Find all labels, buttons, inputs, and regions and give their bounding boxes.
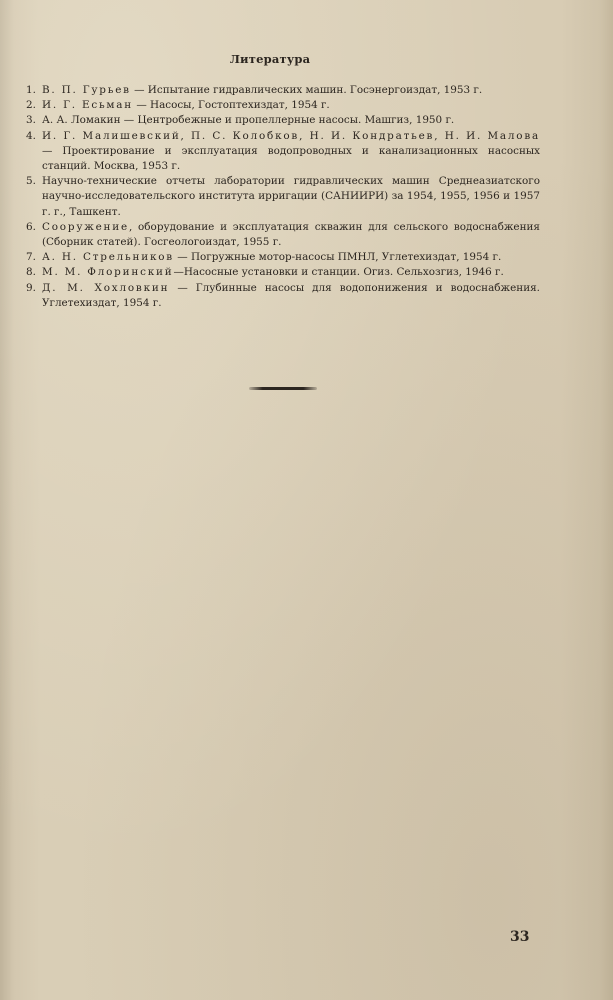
reference-text: [42, 98, 540, 113]
reference-text: [42, 174, 540, 220]
reference-text: [42, 265, 540, 280]
section-divider: [249, 387, 317, 390]
reference-list: [26, 83, 540, 311]
reference-number: 3.: [26, 114, 36, 127]
page-number: 33: [510, 929, 530, 945]
reference-number: 1.: [26, 84, 36, 96]
reference-number: 7.: [26, 251, 36, 264]
reference-details: — Насосы, Гостоптехиздат, 1954 г.: [133, 99, 330, 112]
page-heading: Литература: [229, 52, 311, 66]
reference-text: [42, 113, 540, 128]
reference-author: А. Н. Стрельников: [42, 251, 174, 264]
reference-details: А. А. Ломакин — Центробежные и пропеллерные насосы. Машгиз, 1950 г.: [42, 114, 455, 127]
reference-item: [26, 113, 540, 128]
reference-number: 9.: [26, 281, 36, 294]
reference-text: [42, 129, 540, 175]
reference-number: 8.: [26, 266, 36, 279]
reference-item: [26, 250, 540, 265]
reference-details: — Погружные мотор-насосы ПМНЛ, Углетехиздат, 1954 г.: [173, 251, 502, 264]
reference-text: [42, 83, 540, 98]
reference-item: [26, 129, 540, 175]
reference-details: — Проектирование и эксплуатация водопроводных и канализационных насосных станций. Москва, 1953 г.: [42, 144, 540, 173]
reference-item: [26, 98, 540, 113]
reference-text: [42, 220, 540, 250]
reference-details: — Глубинные насосы для водопонижения и водоснабжения. Углетехиздат, 1954 г.: [42, 281, 540, 309]
reference-author: И. Г. Малишевский, П. С. Колобков, Н. И. Кондратьев, Н. И. Малова: [42, 129, 540, 142]
reference-details: , оборудование и эксплуатация скважин для сельского водоснабжения (Сборник статей). Госгеологоиздат, 1955 г.: [42, 220, 540, 249]
reference-number: 2.: [26, 99, 36, 112]
reference-author: Д. М. Хохловкин: [42, 281, 170, 294]
reference-item: [26, 220, 540, 250]
reference-number: 5.: [26, 175, 36, 188]
reference-number: 6.: [26, 220, 36, 233]
reference-number: 4.: [26, 129, 36, 142]
reference-item: [26, 174, 540, 220]
reference-details: — Испытание гидравлических машин. Госэнергоиздат, 1953 г.: [130, 84, 483, 96]
reference-author: В. П. Гурьев: [42, 84, 131, 96]
reference-author: Сооружение: [42, 220, 129, 233]
reference-item: [26, 265, 540, 280]
reference-item: [26, 83, 540, 98]
reference-text: [42, 281, 540, 311]
reference-details: —Насосные установки и станции. Огиз. Сельхозгиз, 1946 г.: [173, 266, 504, 279]
reference-item: [26, 281, 540, 311]
reference-author: М. М. Флоринский: [42, 266, 174, 279]
reference-author: И. Г. Есьман: [42, 99, 134, 112]
reference-details: Научно-технические отчеты лаборатории гидравлических машин Среднеазиатского научно-исследовательского института ирригации (САНИИРИ) за 1954, 1955, 1956 и 1957 г. г., Ташкент.: [42, 175, 540, 218]
reference-text: [42, 250, 540, 265]
